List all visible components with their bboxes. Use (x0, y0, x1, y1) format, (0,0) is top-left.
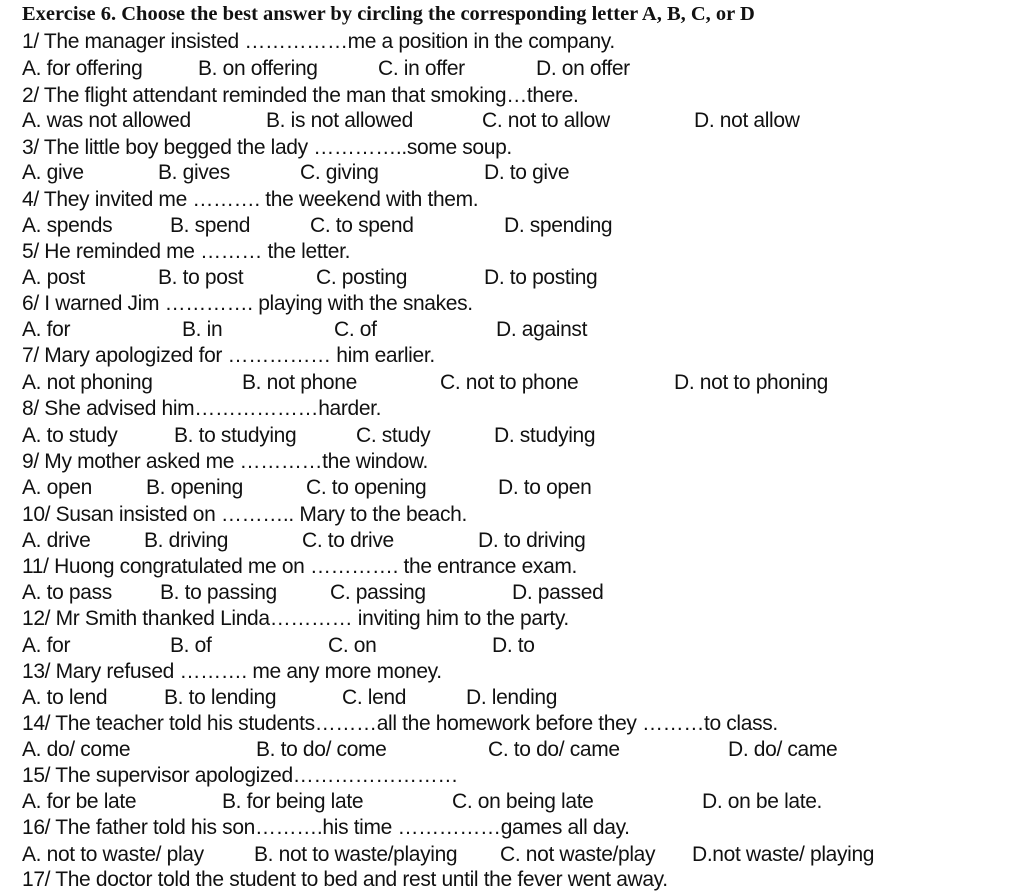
option-b: B. of (170, 634, 212, 657)
option-c: C. on being late (452, 790, 594, 813)
cutoff-question-line: 17/ The doctor told the student to bed and rest until the fever went away. (22, 868, 668, 891)
option-d: D. lending (466, 686, 558, 709)
option-b: B. not phone (242, 371, 357, 394)
option-c: C. not to allow (482, 109, 610, 132)
question-text: 15/ The supervisor apologized…………………… (22, 764, 459, 787)
option-a: A. spends (22, 214, 113, 237)
option-b: B. to do/ come (256, 738, 387, 761)
question-text: 2/ The flight attendant reminded the man that smoking…there. (22, 84, 579, 107)
option-a: A. to study (22, 424, 118, 447)
option-d: D. to driving (478, 529, 586, 552)
option-c: C. to spend (310, 214, 414, 237)
option-b: B. for being late (222, 790, 364, 813)
option-c: C. to drive (302, 529, 394, 552)
option-d: D. to give (484, 161, 570, 184)
option-d: D. to posting (484, 266, 598, 289)
exercise-title: Exercise 6. Choose the best answer by circling the corresponding letter A, B, C, or D (22, 3, 755, 25)
option-a: A. drive (22, 529, 91, 552)
option-d: D.not waste/ playing (692, 843, 875, 866)
option-a: A. for be late (22, 790, 137, 813)
option-b: B. opening (146, 476, 243, 499)
option-d: D. on offer (536, 57, 630, 80)
option-a: A. for (22, 318, 71, 341)
question-text: 7/ Mary apologized for …………… him earlier. (22, 344, 435, 367)
question-text: 8/ She advised him………………harder. (22, 397, 382, 420)
option-d: D. not to phoning (674, 371, 829, 394)
option-d: D. studying (494, 424, 596, 447)
option-b: B. spend (170, 214, 251, 237)
option-c: C. of (334, 318, 377, 341)
question-text: 4/ They invited me ………. the weekend with them. (22, 188, 479, 211)
option-c: C. giving (300, 161, 379, 184)
option-c: C. lend (342, 686, 407, 709)
option-c: C. posting (316, 266, 408, 289)
option-d: D. against (496, 318, 588, 341)
option-a: A. for offering (22, 57, 143, 80)
option-b: B. in (182, 318, 223, 341)
question-text: 16/ The father told his son……….his time ……………games all day. (22, 816, 630, 839)
question-text: 6/ I warned Jim …………. playing with the snakes. (22, 292, 473, 315)
option-d: D. do/ came (728, 738, 838, 761)
question-text: 1/ The manager insisted ……………me a position in the company. (22, 30, 615, 53)
option-b: B. driving (144, 529, 229, 552)
option-a: A. post (22, 266, 85, 289)
option-c: C. study (356, 424, 431, 447)
option-d: D. passed (512, 581, 604, 604)
option-a: A. do/ come (22, 738, 131, 761)
option-a: A. was not allowed (22, 109, 191, 132)
option-a: A. for (22, 634, 71, 657)
option-d: D. on be late. (702, 790, 823, 813)
option-b: B. not to waste/playing (254, 843, 458, 866)
option-b: B. to passing (160, 581, 277, 604)
option-a: A. open (22, 476, 92, 499)
option-c: C. to opening (306, 476, 427, 499)
option-a: A. not phoning (22, 371, 153, 394)
option-b: B. to post (158, 266, 244, 289)
option-c: C. in offer (378, 57, 465, 80)
question-text: 14/ The teacher told his students………all the homework before they ………to class. (22, 712, 778, 735)
option-a: A. to pass (22, 581, 112, 604)
question-text: 12/ Mr Smith thanked Linda………… inviting him to the party. (22, 607, 569, 630)
option-b: B. to studying (174, 424, 297, 447)
question-text: 3/ The little boy begged the lady …………..some soup. (22, 136, 512, 159)
option-c: C. not to phone (440, 371, 579, 394)
option-a: A. not to waste/ play (22, 843, 204, 866)
question-text: 10/ Susan insisted on ……….. Mary to the beach. (22, 503, 467, 526)
option-d: D. spending (504, 214, 613, 237)
option-c: C. not waste/play (500, 843, 656, 866)
option-b: B. on offering (198, 57, 318, 80)
question-text: 13/ Mary refused ………. me any more money. (22, 660, 442, 683)
option-c: C. to do/ came (488, 738, 620, 761)
option-b: B. is not allowed (266, 109, 413, 132)
option-c: C. on (328, 634, 377, 657)
question-text: 5/ He reminded me ……… the letter. (22, 240, 351, 263)
option-b: B. gives (158, 161, 230, 184)
option-d: D. not allow (694, 109, 800, 132)
option-d: D. to open (498, 476, 592, 499)
question-text: 11/ Huong congratulated me on …………. the entrance exam. (22, 555, 578, 578)
option-a: A. to lend (22, 686, 108, 709)
option-c: C. passing (330, 581, 426, 604)
option-a: A. give (22, 161, 84, 184)
option-b: B. to lending (164, 686, 277, 709)
question-text: 9/ My mother asked me …………the window. (22, 450, 429, 473)
option-d: D. to (492, 634, 535, 657)
